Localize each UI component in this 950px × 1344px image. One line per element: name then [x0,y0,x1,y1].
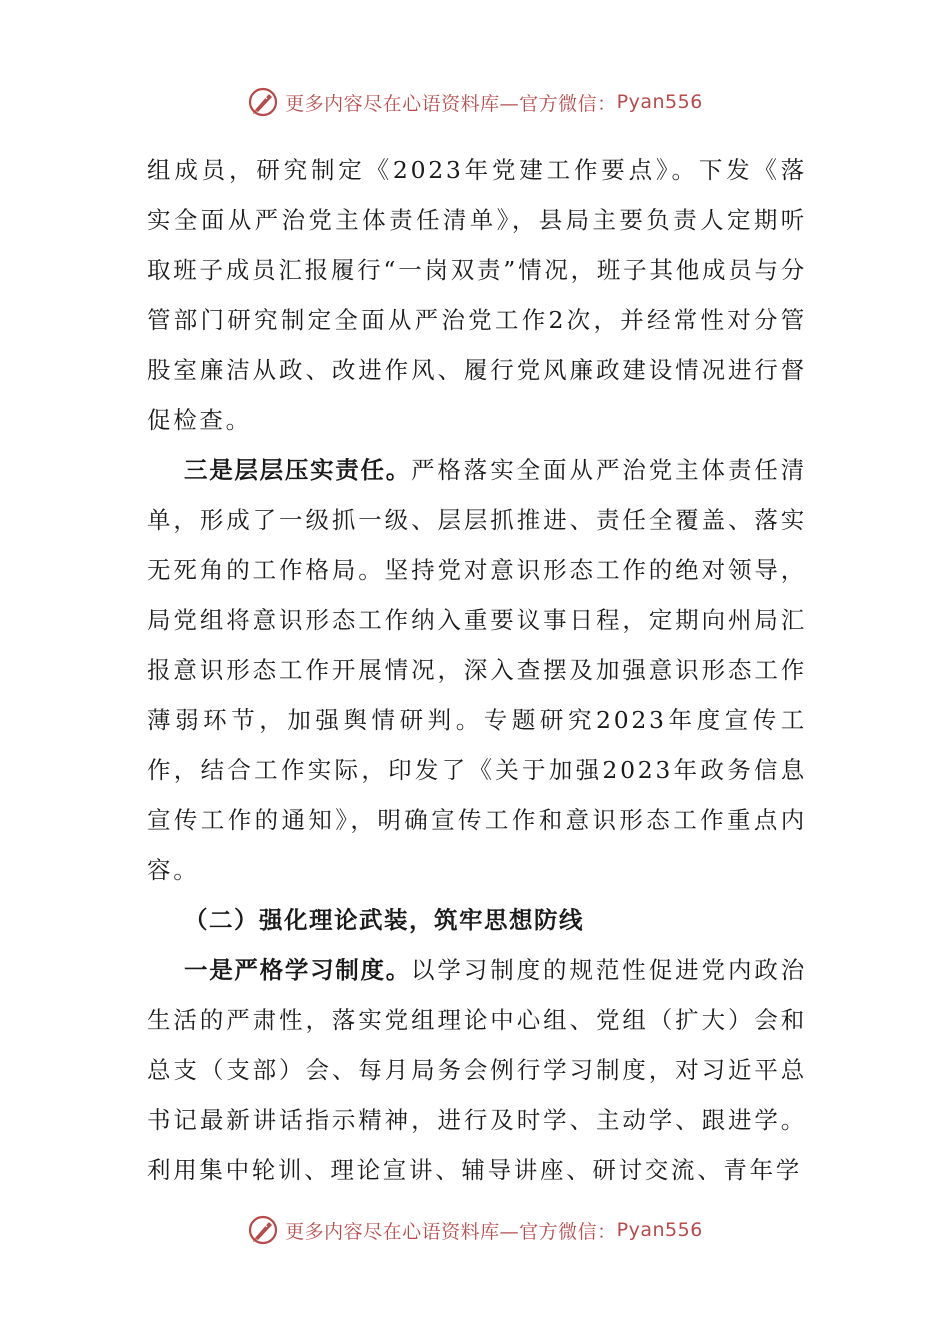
document-body [147,145,807,1195]
header-banner-text: 更多内容尽在心语资料库—官方微信： [285,92,617,115]
section-heading: （二）强化理论武装，筑牢思想防线 [184,906,584,934]
paragraph-text-study-system: 以学习制度的规范性促进党内政治生活的严肃性，落实党组理论中心组、党组（扩大）会和总支（支部）会、每月局务会例行学习制度，对习近平总书记最新讲话指示精神，进行及时学、主动学、跟进学。利用集中轮训、理论宣讲、辅导讲座、研讨交流、青年学 [147,956,808,1184]
footer-banner [0,1210,950,1250]
header-banner [0,82,950,122]
paragraph-study-system [147,945,807,1195]
paragraph-lead-study-system: 一是严格学习制度。 [184,956,411,984]
paragraph-text-responsibility: 严格落实全面从严治党主体责任清单，形成了一级抓一级、层层抓推进、责任全覆盖、落实无死角的工作格局。坚持党对意识形态工作的绝对领导，局党组将意识形态工作纳入重要议事日程，定期向州局汇报意识形态工作开展情况，深入查摆及加强意识形态工作薄弱环节，加强舆情研判。专题研究2023年度宣传工作，结合工作实际，印发了《关于加强2023年政务信息宣传工作的通知》，明确宣传工作和意识形态工作重点内容。 [147,456,808,884]
paragraph-responsibility [147,445,807,895]
header-wechat-id: Pyan556 [616,91,703,113]
pen-logo-icon [247,86,279,118]
footer-banner-text: 更多内容尽在心语资料库—官方微信： [285,1220,617,1243]
paragraph-lead-responsibility: 三是层层压实责任。 [184,456,411,484]
paragraph-continued: 组成员，研究制定《2023年党建工作要点》。下发《落实全面从严治党主体责任清单》，县局主要负责人定期听取班子成员汇报履行“一岗双责”情况，班子其他成员与分管部门研究制定全面从严治党工作2次，并经常性对分管股室廉洁从政、改进作风、履行党风廉政建设情况进行督促检查。 [147,156,807,434]
footer-wechat-id: Pyan556 [616,1219,703,1241]
pen-logo-icon [247,1214,279,1246]
